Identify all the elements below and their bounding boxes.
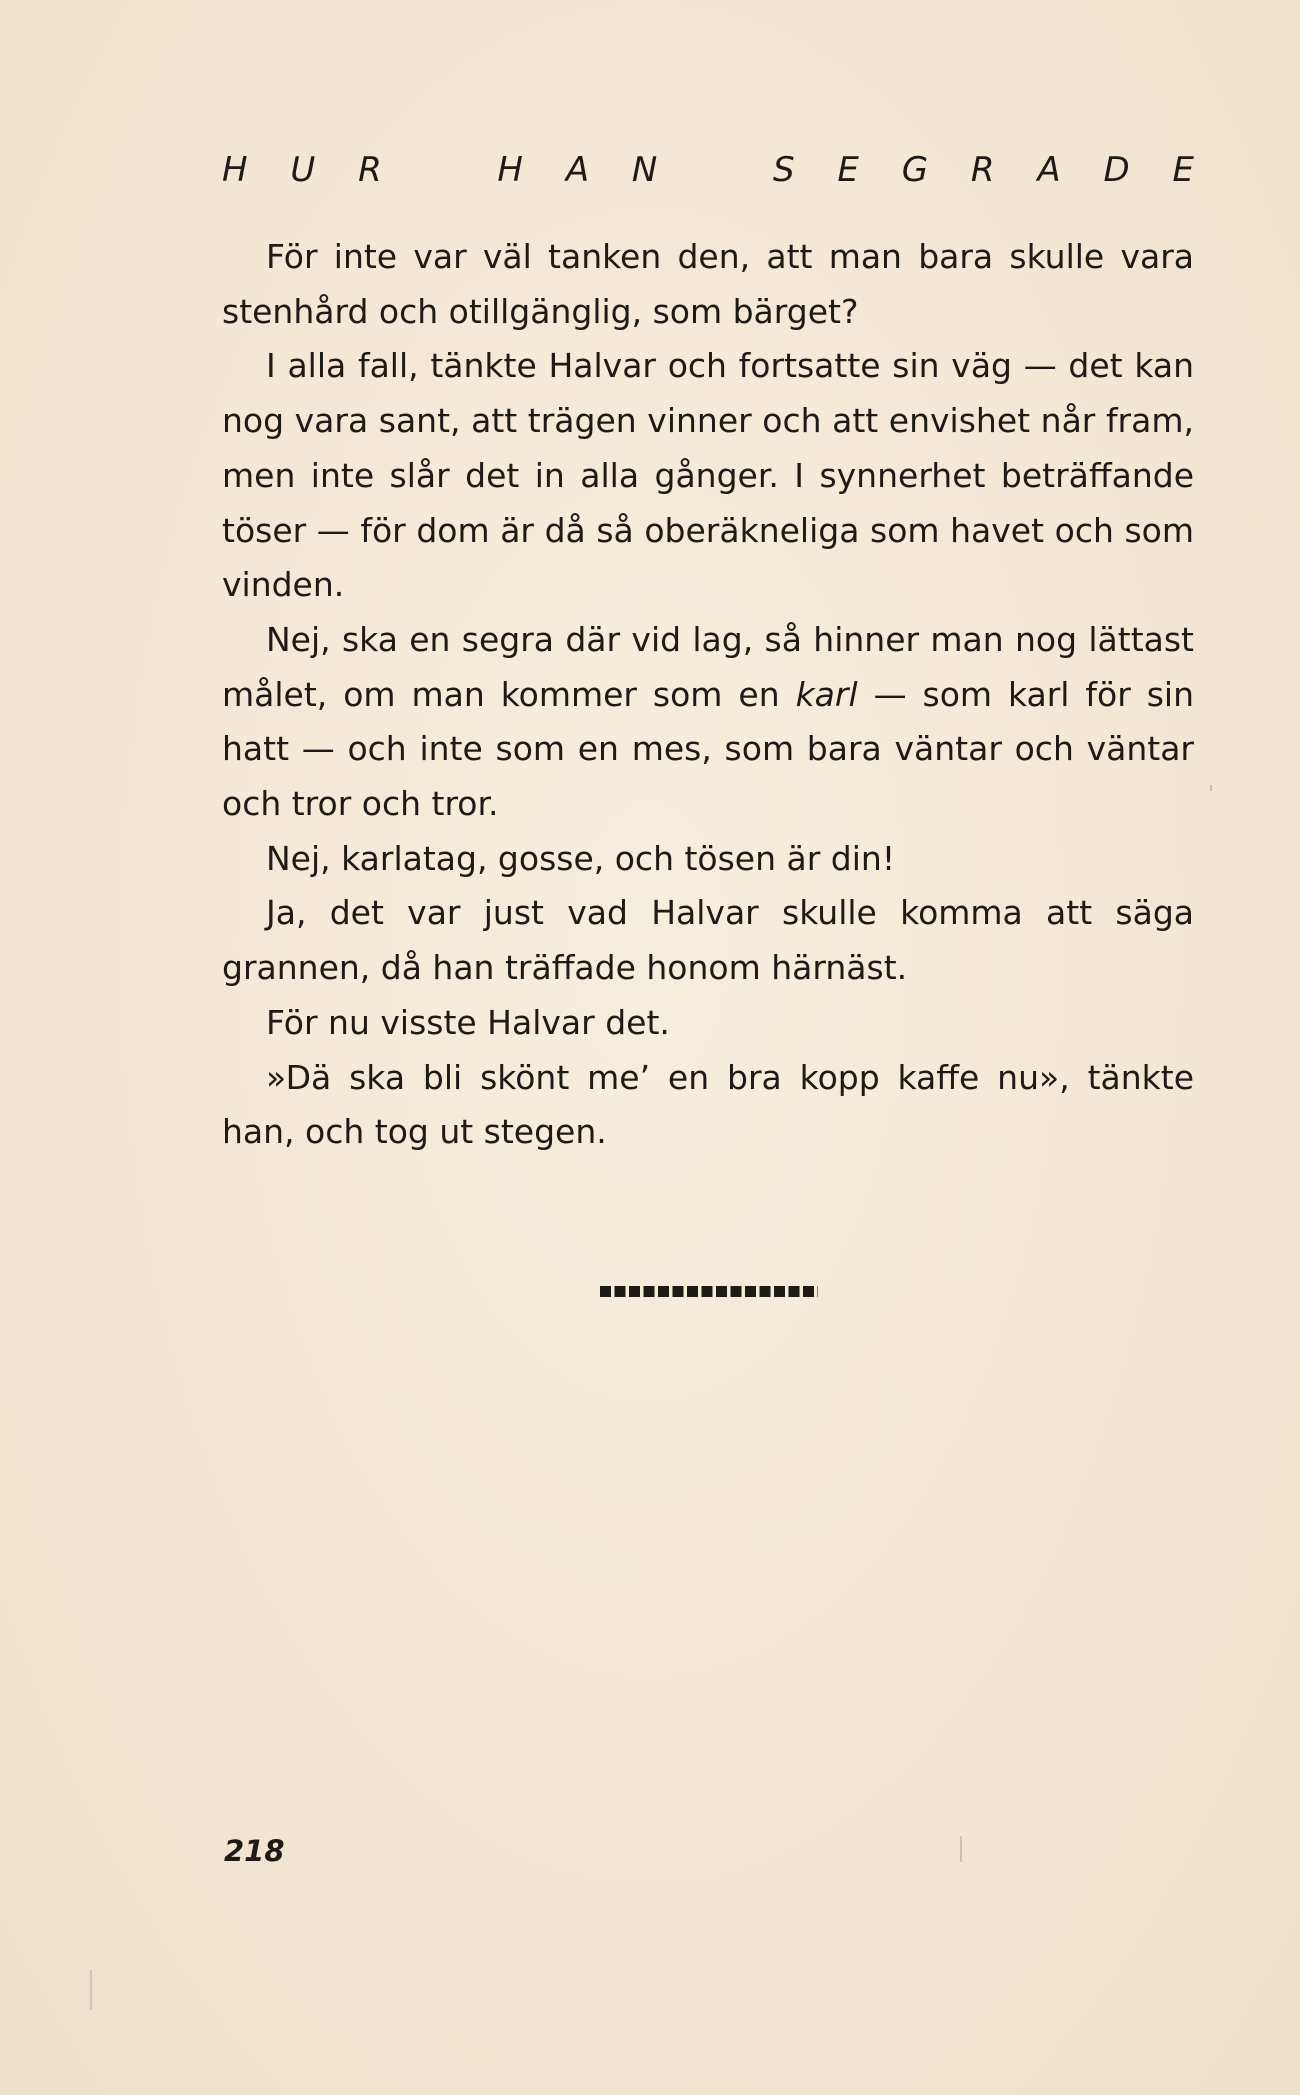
running-head-letter: H	[497, 150, 523, 190]
paragraph: För inte var väl tanken den, att man bara skulle vara stenhård och otillgänglig, som bärget?	[222, 237, 1194, 331]
running-head-letter: H	[222, 150, 248, 190]
paragraph-text: Nej, ska en segra där vid lag, så hinner man nog lättast målet, om man kommer som en	[222, 619, 1194, 714]
running-head	[222, 150, 1194, 190]
running-head-letter: U	[290, 150, 316, 190]
paragraph-text: — som karl för sin hatt — och inte som en mes, som bara väntar och väntar och tror och tror.	[222, 674, 1195, 824]
paper-speck	[90, 1970, 92, 2010]
section-separator	[600, 1286, 818, 1297]
running-head-letter: E	[1172, 150, 1194, 190]
running-head-letter: A	[565, 150, 590, 190]
running-head-letter: D	[1103, 150, 1130, 190]
running-head-letter: G	[901, 150, 929, 190]
page-number: 218	[224, 1834, 285, 1868]
running-head-letter: R	[970, 150, 995, 190]
running-head-letter: S	[773, 150, 795, 190]
body-text	[222, 230, 1194, 1160]
emphasis-word: karl	[795, 674, 858, 714]
running-head-space	[425, 150, 455, 190]
paragraph	[222, 613, 1194, 832]
paragraph: För nu visste Halvar det.	[266, 1002, 670, 1042]
running-head-letter: N	[631, 150, 658, 190]
paragraph: I alla fall, tänkte Halvar och fortsatte sin väg — det kan nog vara sant, att trägen vinner och att envishet når fram, men inte slår det in alla gånger. I synnerhet beträffande töser — för dom är då så oberäkneliga som havet och som vinden.	[222, 346, 1194, 605]
paper-speck	[960, 1836, 962, 1862]
paragraph: Nej, karlatag, gosse, och tösen är din!	[266, 838, 896, 878]
running-head-letter: A	[1037, 150, 1061, 190]
running-head-letter: R	[358, 150, 382, 190]
running-head-letter: E	[837, 150, 859, 190]
paper-speck	[1210, 785, 1212, 791]
paragraph: Ja, det var just vad Halvar skulle komma att säga grannen, då han träffade honom härnäst.	[222, 893, 1194, 988]
paragraph: »Dä ska bli skönt me’ en bra kopp kaffe nu», tänkte han, och tog ut stegen.	[222, 1057, 1194, 1152]
running-head-space	[700, 150, 730, 190]
